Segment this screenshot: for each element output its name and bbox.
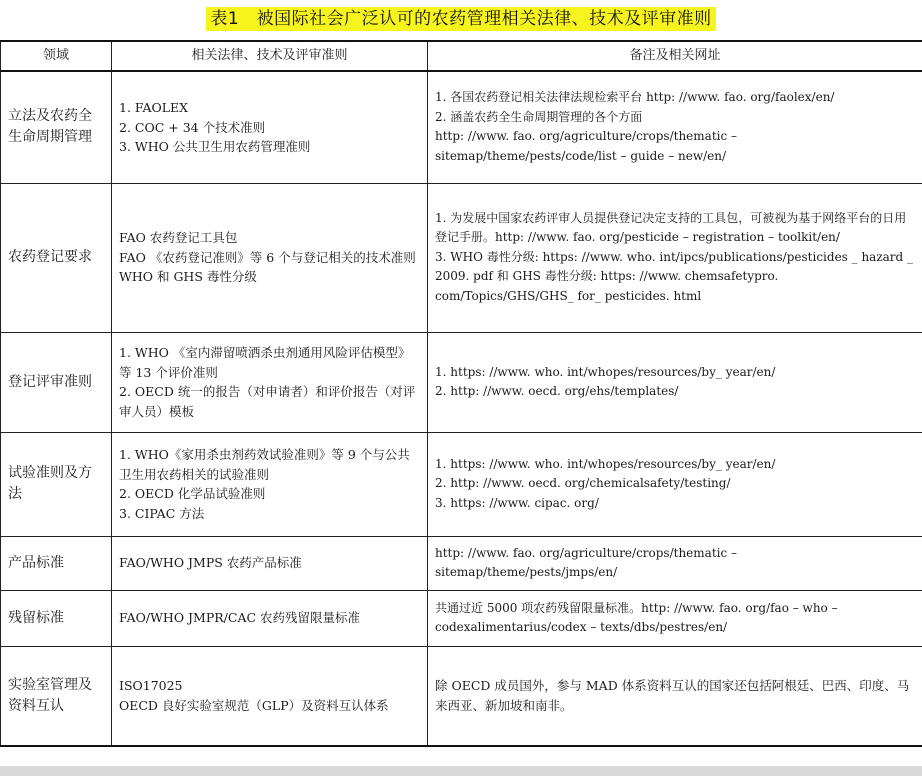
table-row [1,590,922,646]
table-row [1,332,922,432]
criteria-line: FAO/WHO JMPR/CAC 农药残留限量标准 [119,610,361,626]
criteria-line: 3. CIPAC 方法 [119,505,205,521]
row-criteria [112,590,428,646]
row-domain: 试验准则及方法 [1,432,112,536]
row-domain: 残留标准 [1,590,112,646]
criteria-line: 3. WHO 公共卫生用农药管理准则 [119,139,311,154]
criteria-line: 2. OECD 化学品试验准则 [119,486,266,501]
table-row [1,432,922,536]
criteria-line: WHO 和 GHS 毒性分级 [119,269,257,285]
notes-line: 3. https: //www. cipac. org/ [435,495,599,510]
row-domain: 登记评审准则 [1,332,112,432]
notes-line: http: //www. fao. org/agriculture/crops/thematic – sitemap/theme/pests/code/list – guide – new/en/ [435,129,738,163]
row-notes [428,332,922,432]
row-criteria [112,71,428,183]
row-criteria [112,536,428,590]
row-domain: 立法及农药全生命周期管理 [1,71,112,183]
table-row [1,183,922,332]
row-notes [428,432,922,536]
criteria-line: FAO/WHO JMPS 农药产品标准 [119,555,302,571]
regulations-table [0,40,922,747]
criteria-line: 2. COC + 34 个技术准则 [119,119,266,135]
table-title: 表1 被国际社会广泛认可的农药管理相关法律、技术及评审准则 [206,7,715,31]
notes-line: 1. https: //www. who. int/whopes/resources/by_ year/en/ [435,364,776,379]
criteria-line: 1. WHO 《室内滞留喷洒杀虫剂通用风险评估模型》等 13 个评价准则 [119,345,411,380]
criteria-line: 1. FAOLEX [119,100,189,115]
row-notes [428,536,922,590]
notes-line: 1. https: //www. who. int/whopes/resources/by_ year/en/ [435,456,776,471]
notes-line: 除 OECD 成员国外，参与 MAD 体系资料互认的国家还包括阿根廷、巴西、印度、马来西亚、新加坡和南非。 [435,678,910,713]
page-bottom-edge [0,766,922,776]
row-domain: 产品标准 [1,536,112,590]
row-notes [428,183,922,332]
column-header-notes: 备注及相关网址 [428,41,922,71]
row-criteria [112,646,428,746]
notes-line: 1. 为发展中国家农药评审人员提供登记决定支持的工具包，可被视为基于网络平台的日用登记手册。http: //www. fao. org/pesticide – registration – toolkit/en/ [435,210,907,245]
column-header-criteria: 相关法律、技术及评审准则 [112,41,428,71]
criteria-line: 2. OECD 统一的报告（对申请者）和评价报告（对评审人员）模板 [119,384,416,419]
criteria-line: FAO 农药登记工具包 [119,230,238,246]
table-row [1,71,922,183]
row-notes [428,646,922,746]
row-domain: 实验室管理及资料互认 [1,646,112,746]
notes-line: 1. 各国农药登记相关法律法规检索平台 http: //www. fao. org/faolex/en/ [435,90,835,105]
table-row [1,536,922,590]
criteria-line: ISO17025 [119,678,183,694]
row-criteria [112,183,428,332]
notes-line: 2. http: //www. oecd. org/ehs/templates/ [435,384,679,398]
row-criteria [112,432,428,536]
row-notes [428,71,922,183]
criteria-line: FAO 《农药登记准则》等 6 个与登记相关的技术准则 [119,249,416,265]
row-notes [428,590,922,646]
notes-line: 2. 涵盖农药全生命周期管理的各个方面 [435,109,643,124]
notes-line: http: //www. fao. org/agriculture/crops/thematic – sitemap/theme/pests/jmps/en/ [435,545,738,579]
criteria-line: 1. WHO《家用杀虫剂药效试验准则》等 9 个与公共卫生用农药相关的试验准则 [119,447,410,482]
row-domain: 农药登记要求 [1,183,112,332]
table-row [1,646,922,746]
notes-line: 3. WHO 毒性分级: https: //www. who. int/ipcs/publications/pesticides _ hazard _ 2009. pdf 和 GHS 毒性分级: https: //www. chemsafetypro. com/Topics/GHS/GHS_ for_ pesticides. html [435,249,914,303]
column-header-domain: 领域 [1,41,112,71]
table-caption [0,7,922,31]
criteria-line: OECD 良好实验室规范（GLP）及资料互认体系 [119,697,389,713]
table-header-row [1,41,922,71]
notes-line: 共通过近 5000 项农药残留限量标准。http: //www. fao. org/fao – who – codexalimentarius/codex – texts/dbs/pestres/en/ [435,600,838,634]
notes-line: 2. http: //www. oecd. org/chemicalsafety/testing/ [435,476,731,491]
row-criteria [112,332,428,432]
